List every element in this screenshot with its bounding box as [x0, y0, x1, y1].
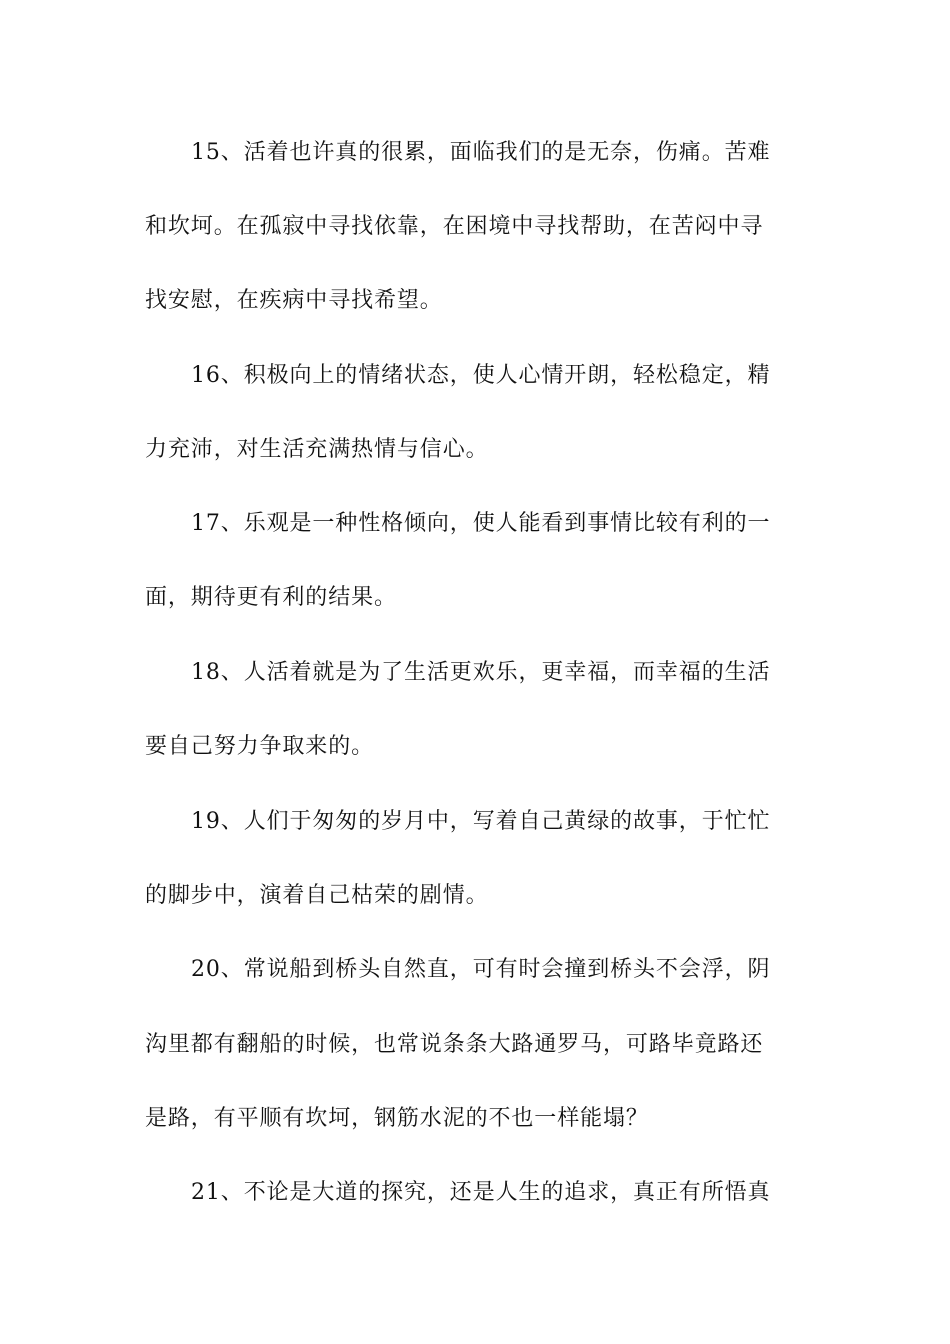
paragraph-15-line-2: 和坎坷。在孤寂中寻找依靠，在困境中寻找帮助，在苦闷中寻: [145, 214, 764, 239]
paragraph-18-line-1: 18、人活着就是为了生活更欢乐，更幸福，而幸福的生活: [191, 660, 771, 685]
paragraph-20-line-2: 沟里都有翻船的时候，也常说条条大路通罗马，可路毕竟路还: [145, 1032, 764, 1057]
paragraph-19-line-1: 19、人们于匆匆的岁月中，写着自己黄绿的故事，于忙忙: [191, 809, 771, 834]
paragraph-16-line-2: 力充沛，对生活充满热情与信心。: [145, 437, 489, 462]
paragraph-16-line-1: 16、积极向上的情绪状态，使人心情开朗，轻松稳定，精: [191, 363, 771, 388]
paragraph-17-line-2: 面，期待更有利的结果。: [145, 585, 397, 610]
paragraph-15-line-3: 找安慰，在疾病中寻找希望。: [145, 288, 443, 313]
paragraph-17-line-1: 17、乐观是一种性格倾向，使人能看到事情比较有利的一: [191, 511, 771, 536]
paragraph-18-line-2: 要自己努力争取来的。: [145, 734, 375, 759]
paragraph-20-line-1: 20、常说船到桥头自然直，可有时会撞到桥头不会浮，阴: [191, 957, 771, 982]
paragraph-15-line-1: 15、活着也许真的很累，面临我们的是无奈，伤痛。苦难: [191, 140, 771, 165]
paragraph-19-line-2: 的脚步中，演着自己枯荣的剧情。: [145, 883, 489, 908]
paragraph-20-line-3: 是路，有平顺有坎坷，钢筋水泥的不也一样能塌？: [145, 1106, 649, 1131]
paragraph-21-line-1: 21、不论是大道的探究，还是人生的追求，真正有所悟真: [191, 1180, 771, 1205]
